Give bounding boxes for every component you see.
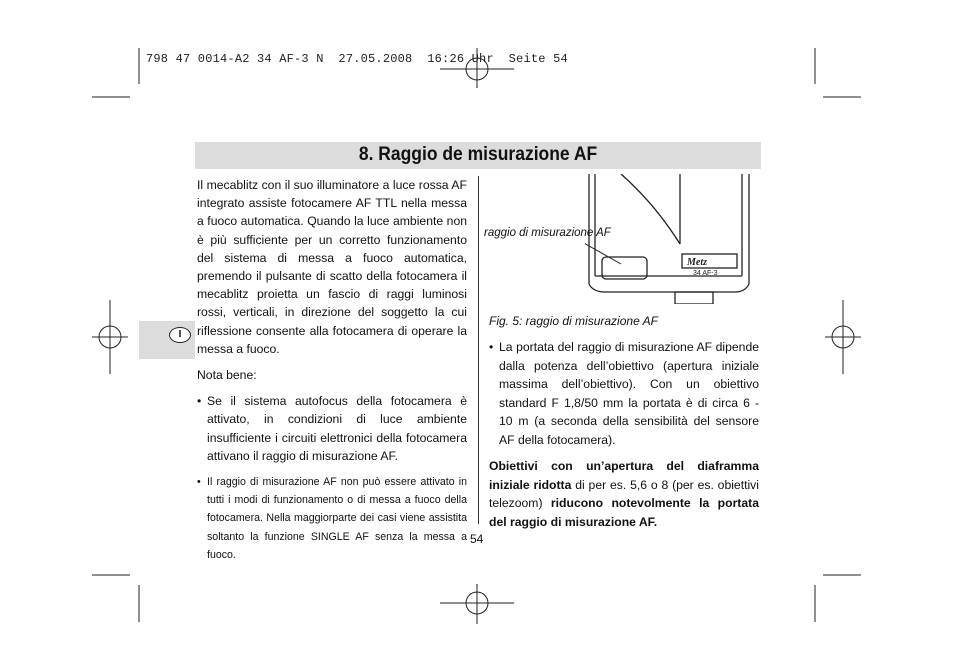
- section-title-bar: [195, 142, 761, 169]
- print-header: 798 47 0014-A2 34 AF-3 N 27.05.2008 16:26 Uhr Seite 54: [146, 52, 568, 66]
- bullet-icon: •: [197, 394, 202, 409]
- language-tab: [139, 321, 195, 359]
- brand-logo: Metz: [687, 257, 707, 268]
- warning-paragraph: [489, 457, 759, 531]
- bullet-icon: •: [489, 340, 494, 354]
- model-label: 34 AF-3: [693, 270, 718, 277]
- left-column: [197, 176, 467, 564]
- figure-callout: raggio di misurazione AF: [484, 227, 611, 239]
- bullet-text: La portata del raggio di misurazione AF dipende dalla potenza dell’obiettivo (apertura iniziale massima dell’obiettivo). Con un obiettivo standard F 1,8/50 mm la portata è di circa 6 - 10 m (a seconda della sensibilità del sensore AF della fotocamera).: [499, 340, 759, 447]
- note-label: Nota bene:: [197, 368, 257, 383]
- warning-tail: riducono notevolmente la portata del raggio di misurazione AF.: [489, 496, 759, 529]
- bullet-text: Il raggio di misurazione AF non può essere attivato in tutti i modi di funzionamento o di messa a fuoco della fotocamera. Nella maggiorparte dei casi viene assistita soltanto la funzione SINGLE AF senza la messa a fuoco.: [207, 476, 467, 561]
- right-column: [489, 338, 759, 531]
- warning-lead: Obiettivi con un’apertura del diaframma iniziale ridotta: [489, 459, 759, 492]
- list-item: [489, 338, 759, 449]
- bullet-icon: •: [197, 476, 201, 489]
- registration-mark-right: [825, 300, 861, 374]
- column-divider: [478, 176, 479, 524]
- bullet-text: Se il sistema autofocus della fotocamera è attivato, in condizioni di luce ambiente insufficiente i circuiti elettronici della fotocamera attivano il raggio di misurazione AF.: [207, 394, 467, 463]
- list-item: [197, 473, 467, 564]
- figure-caption: Fig. 5: raggio di misurazione AF: [489, 314, 658, 328]
- section-title: 8. Raggio de misurazione AF: [358, 144, 598, 165]
- warning-middle: di per es. 5,6 o 8 (per es. obiettivi telezoom): [489, 477, 759, 510]
- list-item: [197, 392, 467, 465]
- registration-mark-left: [92, 300, 128, 374]
- page-number: 54: [470, 532, 484, 546]
- intro-paragraph: Il mecablitz con il suo illuminatore a luce rossa AF integrato assiste fotocamere AF TTL nella messa a fuoco automatica. Quando la luce ambiente non è più sufficiente per un corretto funzionamento del sistema di messa a fuoco automatica, premendo il pulsante di scatto della fotocamera il mecablitz proietta un fascio di raggi luminosi rossi, verticali, in direzione del soggetto la cui riflessione consente alla fotocamera di operare la messa a fuoco.: [197, 178, 467, 356]
- registration-mark-bottom: [440, 584, 514, 624]
- flash-unit-illustration: [585, 174, 755, 304]
- language-tab-letter: I: [169, 327, 191, 343]
